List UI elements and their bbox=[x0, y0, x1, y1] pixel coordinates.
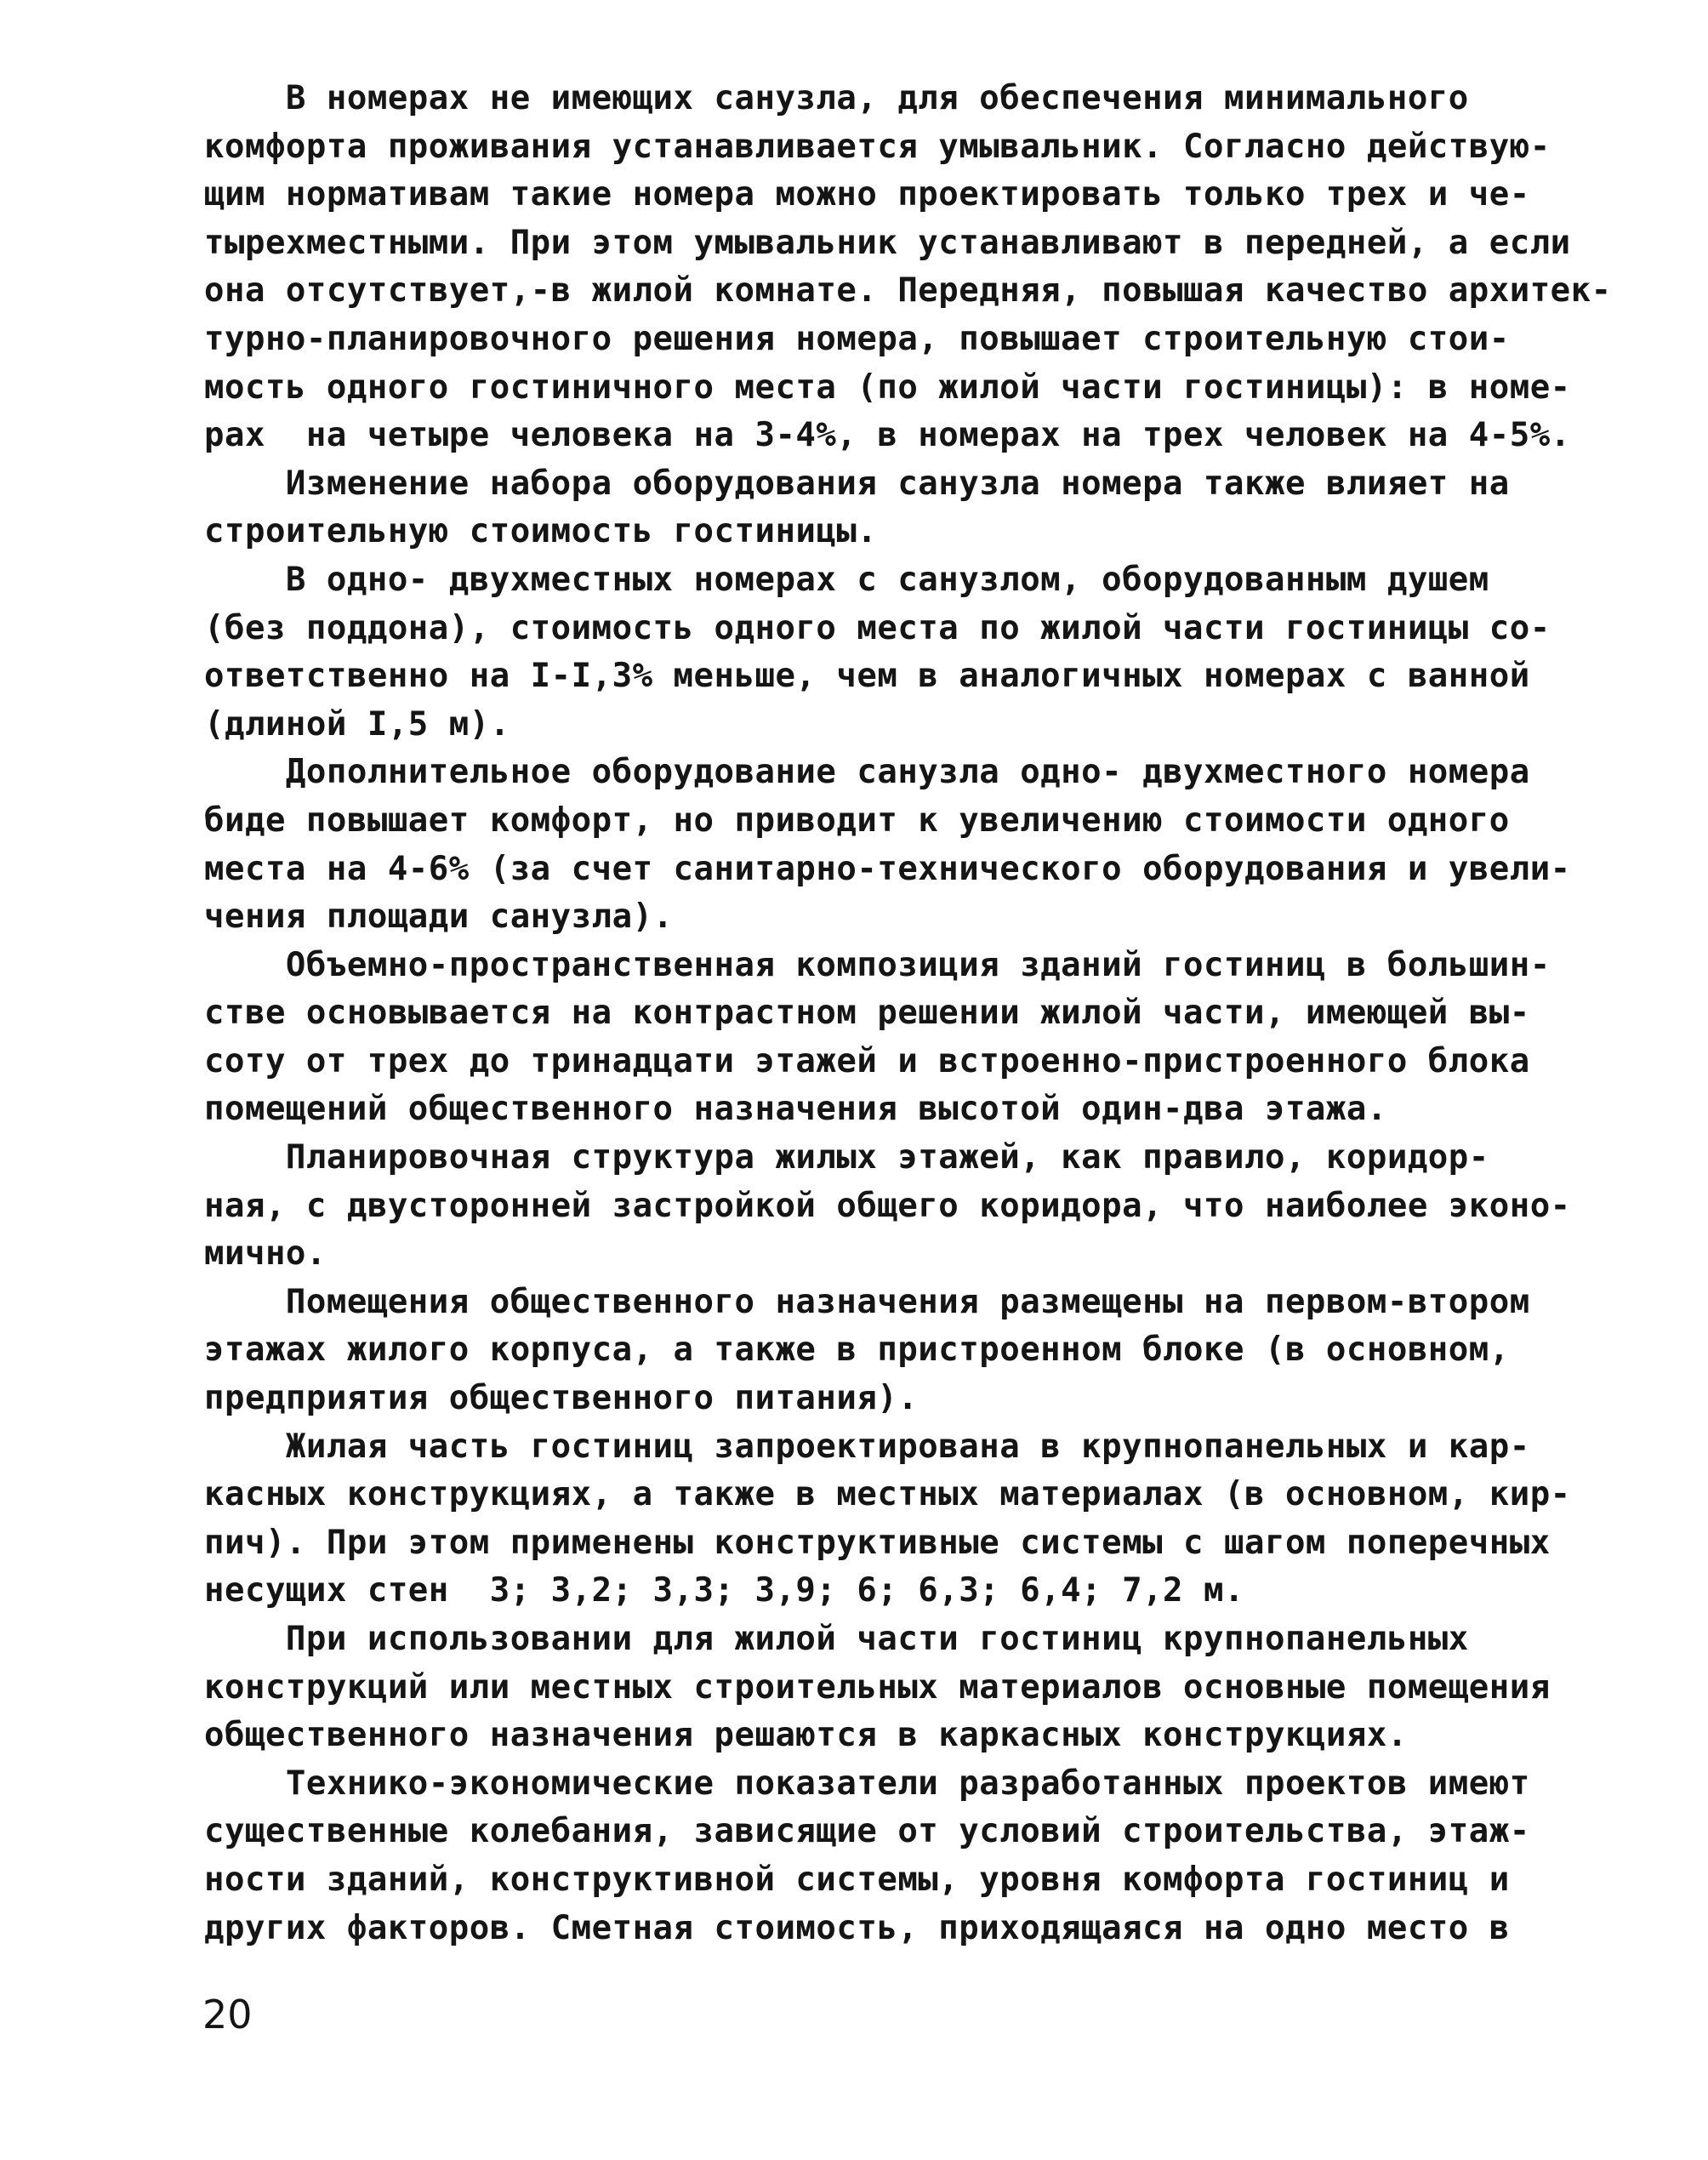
text-line: Дополнительное оборудование санузла одно- двухместного номера bbox=[204, 753, 1530, 792]
text-line: Изменение набора оборудования санузла номера также влияет на bbox=[204, 464, 1510, 503]
text-line: биде повышает комфорт, но приводит к увеличению стоимости одного bbox=[204, 801, 1510, 840]
text-line: соту от трех до тринадцати этажей и встроенно-пристроенного блока bbox=[204, 1041, 1530, 1080]
text-line: Технико-экономические показатели разработанных проектов имеют bbox=[204, 1764, 1530, 1803]
text-line: чения площади санузла). bbox=[204, 898, 674, 937]
text-line: В номерах не имеющих санузла, для обеспечения минимального bbox=[204, 79, 1469, 117]
text-line: существенные колебания, зависящие от условий строительства, этаж- bbox=[204, 1812, 1530, 1851]
text-line: комфорта проживания устанавливается умывальник. Согласно действую- bbox=[204, 127, 1551, 166]
text-line: стве основывается на контрастном решении жилой части, имеющей вы- bbox=[204, 994, 1530, 1033]
text-line: этажах жилого корпуса, а также в пристроенном блоке (в основном, bbox=[204, 1331, 1510, 1370]
text-line: мично. bbox=[204, 1234, 327, 1274]
text-line: рах на четыре человека на 3-4%, в номерах на трех человек на 4-5%. bbox=[204, 416, 1571, 455]
text-line: она отсутствует,-в жилой комнате. Передняя, повышая качество архитек- bbox=[204, 271, 1612, 311]
text-line: Жилая часть гостиниц запроектирована в крупнопанельных и кар- bbox=[204, 1427, 1530, 1466]
text-line: места на 4-6% (за счет санитарно-технического оборудования и увели- bbox=[204, 849, 1571, 888]
text-line: Помещения общественного назначения размещены на первом-втором bbox=[204, 1282, 1530, 1321]
text-line: ответственно на I-I,3% меньше, чем в аналогичных номерах с ванной bbox=[204, 657, 1530, 696]
text-line: конструкций или местных строительных материалов основные помещения bbox=[204, 1667, 1551, 1707]
page-number: 20 bbox=[202, 1992, 253, 2037]
text-line: помещений общественного назначения высотой один-два этажа. bbox=[204, 1090, 1387, 1129]
text-line: Планировочная структура жилых этажей, как правило, коридор- bbox=[204, 1138, 1489, 1177]
text-line: тырехместными. При этом умывальник устанавливают в передней, а если bbox=[204, 223, 1571, 262]
body-text bbox=[204, 75, 1612, 1952]
text-line: касных конструкциях, а также в местных материалах (в основном, кир- bbox=[204, 1475, 1571, 1514]
text-line: турно-планировочного решения номера, повышает строительную стои- bbox=[204, 319, 1510, 358]
text-line: пич). При этом применены конструктивные системы с шагом поперечных bbox=[204, 1523, 1551, 1562]
text-line: ности зданий, конструктивной системы, уровня комфорта гостиниц и bbox=[204, 1860, 1510, 1899]
text-line: общественного назначения решаются в каркасных конструкциях. bbox=[204, 1716, 1408, 1755]
text-line: мость одного гостиничного места (по жилой части гостиницы): в номе- bbox=[204, 368, 1571, 407]
text-line: предприятия общественного питания). bbox=[204, 1379, 919, 1418]
text-line: ная, с двусторонней застройкой общего коридора, что наиболее эконо- bbox=[204, 1186, 1571, 1225]
text-line: (без поддона), стоимость одного места по жилой части гостиницы со- bbox=[204, 608, 1551, 647]
text-line: (длиной I,5 м). bbox=[204, 704, 510, 744]
text-line: При использовании для жилой части гостиниц крупнопанельных bbox=[204, 1620, 1469, 1658]
text-line: строительную стоимость гостиницы. bbox=[204, 512, 878, 551]
text-line: щим нормативам такие номера можно проектировать только трех и че- bbox=[204, 175, 1530, 214]
text-line: других факторов. Сметная стоимость, приходящаяся на одно место в bbox=[204, 1908, 1510, 1947]
text-line: несущих стен 3; 3,2; 3,3; 3,9; 6; 6,3; 6,4; 7,2 м. bbox=[204, 1571, 1244, 1610]
text-line: Объемно-пространственная композиция зданий гостиниц в большин- bbox=[204, 945, 1551, 984]
text-line: В одно- двухместных номерах с санузлом, оборудованным душем bbox=[204, 560, 1489, 599]
